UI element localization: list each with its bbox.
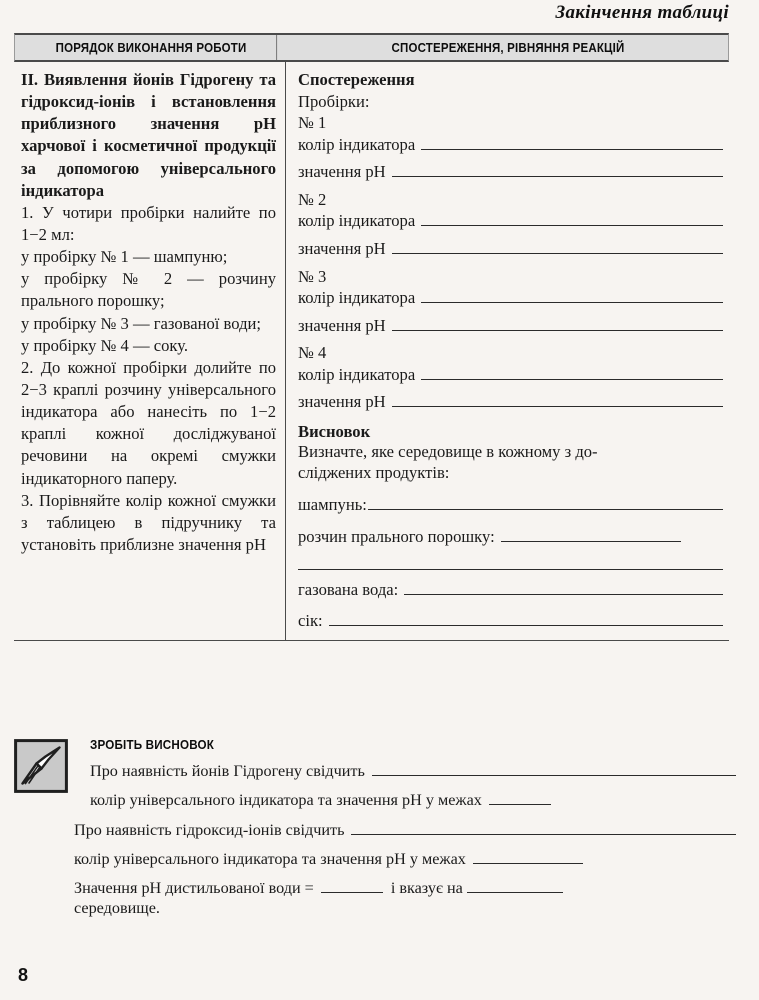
- product-soda-input[interactable]: [404, 581, 723, 595]
- table-body-row: [14, 62, 729, 641]
- product-juice-input[interactable]: [329, 612, 723, 626]
- tube-4-color-input[interactable]: [421, 366, 723, 380]
- procedure-step-tube-2: у пробірку № 2 — розчину прального порошку;: [21, 269, 276, 311]
- table-conclusion-title: Висновок: [298, 421, 371, 441]
- conclusion-line-hydroxide-ph-label: колір універсального індикатора та значення pH у межах: [74, 849, 466, 868]
- lab-procedure-table: [14, 33, 729, 641]
- procedure-cell: [14, 62, 286, 640]
- distilled-water-label-part3: середовище.: [74, 899, 160, 918]
- make-conclusion-section: [14, 737, 736, 919]
- tube-3-color-label: колір індикатора: [298, 288, 416, 308]
- tube-4-number: № 4: [298, 343, 327, 363]
- tube-4-ph-label: значення pH: [298, 392, 386, 412]
- tube-4-ph-input[interactable]: [392, 393, 723, 407]
- tube-3-color-row: [298, 287, 723, 309]
- product-detergent-input[interactable]: [501, 528, 681, 542]
- procedure-step-3: 3. Порівняйте колір кожної смужки з таблицею в підручнику та установіть приблизне значення рН: [21, 490, 276, 554]
- running-head: Закінчення таблиці: [555, 2, 729, 23]
- conclusion-line-distilled: [74, 878, 736, 898]
- distilled-water-medium-input[interactable]: [467, 880, 563, 893]
- conclusion-line-hydrogen-label: Про наявність йонів Гідрогену свідчить: [90, 762, 365, 780]
- product-detergent-label: розчин прального порошку:: [298, 526, 495, 546]
- product-shampoo-row: [298, 484, 723, 516]
- conclusion-line-hydroxide: [74, 820, 736, 840]
- tube-2-color-label: колір індикатора: [298, 211, 416, 231]
- conclusion-line-hydrogen-ph-input[interactable]: [489, 792, 551, 805]
- table-header-row: [14, 33, 729, 62]
- tube-1-number: № 1: [298, 113, 327, 133]
- column-header-observation: [306, 35, 711, 60]
- procedure-step-2: 2. До кожної пробірки долийте по 2−3 краплі розчину універсального індикатора або нанесіть по 1−2 краплі кожної досліджуваної речовини на окремі смужки індикаторного паперу.: [21, 357, 276, 488]
- pencil-icon: [14, 739, 68, 793]
- conclusion-line-hydrogen: [90, 761, 736, 781]
- tube-2-color-row: [298, 210, 723, 232]
- tube-2-ph-row: [298, 232, 723, 260]
- conclusion-line-hydrogen-ph-label: колір універсального індикатора та значення pH у межах: [90, 791, 482, 810]
- tube-2-color-input[interactable]: [421, 212, 723, 226]
- conclusion-line-hydrogen-input[interactable]: [372, 763, 736, 776]
- procedure-step-tube-1: у пробірку № 1 — шампуню;: [21, 247, 228, 267]
- product-juice-label: сік:: [298, 610, 323, 630]
- procedure-step-tube-3: у пробірку № 3 — газованої води;: [21, 313, 262, 333]
- tube-1-color-input[interactable]: [421, 136, 723, 150]
- conclusion-line-hydroxide-ph-input[interactable]: [473, 851, 583, 864]
- product-soda-row: [298, 570, 723, 601]
- tube-4-color-row: [298, 364, 723, 386]
- column-header-procedure: [26, 35, 277, 60]
- conclusion-content: [68, 737, 736, 811]
- distilled-water-ph-input[interactable]: [321, 880, 383, 893]
- conclusion-title: ЗРОБІТЬ ВИСНОВОК: [90, 738, 215, 752]
- tube-4-color-label: колір індикатора: [298, 364, 416, 384]
- conclusion-lower-group: [14, 820, 736, 919]
- table-conclusion-prompt-line-2: сліджених продуктів:: [298, 463, 450, 483]
- tube-4-ph-row: [298, 385, 723, 413]
- tube-1-ph-label: значення pH: [298, 162, 386, 182]
- product-detergent-row: [298, 516, 723, 548]
- tube-3-ph-row: [298, 309, 723, 337]
- product-juice-row: [298, 601, 723, 632]
- tube-3-ph-input[interactable]: [392, 317, 723, 331]
- tubes-label: Пробірки:: [298, 91, 370, 111]
- tube-3-color-input[interactable]: [421, 289, 723, 303]
- conclusion-line-hydroxide-label: Про наявність гідроксид-іонів свідчить: [74, 820, 345, 839]
- product-detergent-input-overflow[interactable]: [298, 555, 723, 570]
- procedure-step-1: 1. У чотири пробірки налийте по 1−2 мл:: [21, 202, 276, 244]
- table-conclusion-prompt-line-1: Визначте, яке середовище в кожному з до-: [298, 442, 598, 462]
- tube-1-color-row: [298, 134, 723, 156]
- distilled-water-label-part1: Значення pH дистильованої води =: [74, 879, 314, 897]
- procedure-heading: II. Виявлення йонів Гідрогену та гідроксид-іонів і встановлення приблизного значення рН харчової і косметичної продукції за допомогою універсального індикатора: [21, 70, 276, 200]
- conclusion-line-hydroxide-input[interactable]: [351, 822, 736, 835]
- product-soda-label: газована вода:: [298, 580, 399, 600]
- observation-title: Спостереження: [298, 70, 415, 89]
- procedure-step-tube-4: у пробірку № 4 — соку.: [21, 335, 188, 355]
- page-number: 8: [18, 965, 29, 985]
- column-header-observation-label: СПОСТЕРЕЖЕННЯ, РІВНЯННЯ РЕАКЦІЙ: [391, 40, 625, 55]
- conclusion-line-hydroxide-ph: [74, 849, 736, 869]
- product-shampoo-label: шампунь:: [298, 495, 367, 515]
- tube-2-ph-input[interactable]: [392, 240, 723, 254]
- distilled-water-label-part2: і вказує на: [390, 879, 463, 897]
- tube-2-ph-label: значення pH: [298, 238, 386, 258]
- conclusion-line-hydrogen-ph: [90, 790, 736, 810]
- column-header-procedure-label: ПОРЯДОК ВИКОНАННЯ РОБОТИ: [55, 40, 247, 55]
- tube-2-number: № 2: [298, 189, 327, 209]
- tube-1-ph-input[interactable]: [392, 163, 723, 177]
- tube-3-ph-label: значення pH: [298, 315, 386, 335]
- tube-3-number: № 3: [298, 266, 327, 286]
- product-shampoo-input[interactable]: [368, 496, 723, 510]
- observation-cell: [286, 62, 729, 640]
- tube-1-color-label: колір індикатора: [298, 134, 416, 154]
- conclusion-header: [14, 737, 736, 811]
- tube-1-ph-row: [298, 155, 723, 183]
